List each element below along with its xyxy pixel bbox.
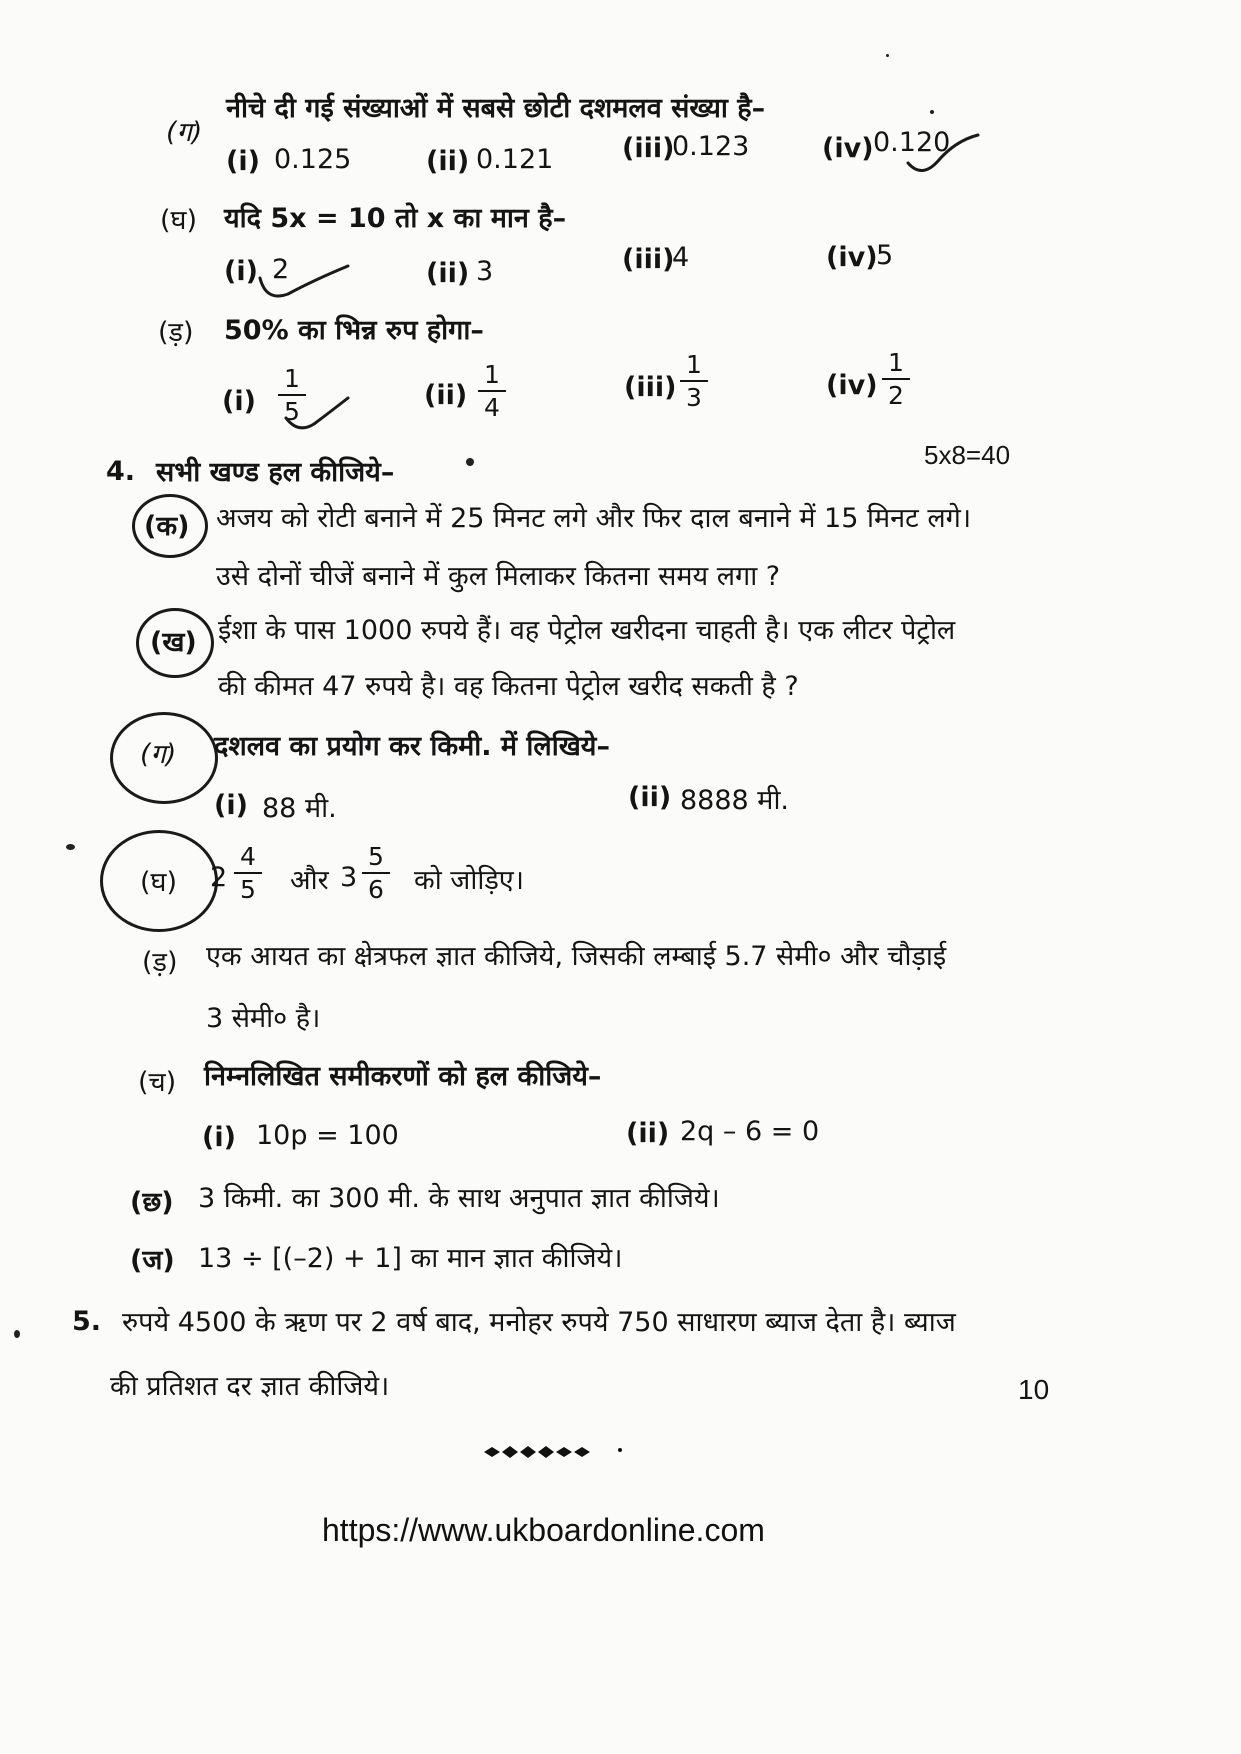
fraction-numerator: 1 [278,366,306,396]
q3-gha-opt4: 5 [876,240,894,271]
q3-gha-opt2: 3 [476,256,494,287]
fraction [478,362,506,420]
q4-cha-opt1: 10p = 100 [256,1120,399,1151]
fraction [362,844,390,902]
q4-gha-whole1: 2 [210,862,228,893]
q3-gha-opt1-label: (i) [224,256,258,287]
footer-url: https://www.ukboardonline.com [322,1512,765,1548]
q4-ga-opt1: 88 मी. [262,793,337,824]
q3-ga-opt2-label: (ii) [426,146,470,177]
q3-gha-opt3: 4 [672,242,690,273]
q4-kha-line1: ईशा के पास 1000 रुपये हैं। वह पेट्रोल खरीदना चाहती है। एक लीटर पेट्रोल [218,615,956,646]
q3-gha-opt1: 2 [272,254,290,285]
q3-gha-label: (घ) [160,205,198,236]
q4-cha-opt2: 2q – 6 = 0 [680,1116,820,1147]
q4-cha-opt2-label: (ii) [626,1118,670,1149]
q3-nga-opt4-label: (iv) [826,370,878,401]
q4-nga-line1: एक आयत का क्षेत्रफल ज्ञात कीजिये, जिसकी लम्बाई 5.7 सेमी० और चौड़ाई [206,941,947,972]
fraction-denominator: 3 [686,383,702,412]
q4-ja-text: 13 ÷ [(–2) + 1] का मान ज्ञात कीजिये। [198,1243,623,1274]
q3-gha-opt3-label: (iii) [622,244,675,275]
q4-heading: सभी खण्ड हल कीजिये– [156,457,395,488]
checkmark-icon [256,258,356,303]
fraction-numerator: 1 [478,362,506,392]
fraction [234,844,262,902]
q4-ga-opt2: 8888 मी. [680,785,790,816]
scan-speck [886,54,889,57]
q3-ga-opt1-label: (i) [226,146,260,177]
scan-speck [930,110,934,114]
q3-nga-opt1-label: (i) [222,386,256,417]
q4-chha-label: (छ) [130,1187,174,1218]
scan-speck [66,844,75,850]
fraction-numerator: 1 [680,352,708,382]
q3-ga-opt4-label: (iv) [822,133,874,164]
q3-ga-label: (ग) [166,117,203,148]
q5-line2: की प्रतिशत दर ज्ञात कीजिये। [110,1371,390,1402]
fraction-denominator: 5 [240,875,256,904]
q4-gha-label: (घ) [140,867,178,898]
fraction-numerator: 5 [362,844,390,874]
q3-ga-opt3-label: (iii) [622,133,675,164]
fraction-denominator: 6 [368,875,384,904]
scan-speck [466,458,474,466]
fraction-denominator: 4 [484,393,500,422]
divider-icon [480,1442,630,1462]
q3-ga-opt4: 0.120 [873,127,951,158]
fraction-denominator: 5 [284,397,300,426]
q3-nga-label: (ड़) [158,317,194,348]
q4-number: 4. [106,456,136,487]
q3-ga-opt3: 0.123 [672,131,750,162]
q4-gha-whole2: 3 [340,862,358,893]
fraction [882,350,910,408]
q4-cha-opt1-label: (i) [202,1122,236,1153]
fraction [680,352,708,410]
q4-kha-line2: की कीमत 47 रुपये है। वह कितना पेट्रोल खरीद सकती है ? [218,671,799,702]
q4-ja-label: (ज) [130,1245,175,1276]
q4-nga-label: (ड़) [142,947,178,978]
q3-nga-text: 50% का भिन्न रुप होगा– [224,315,484,346]
q4-ka-line1: अजय को रोटी बनाने में 25 मिनट लगे और फिर दाल बनाने में 15 मिनट लगे। [216,503,972,534]
q5-number: 5. [72,1306,102,1337]
checkmark-icon [900,125,980,180]
q3-nga-opt2-label: (ii) [424,380,468,411]
q3-ga-opt1: 0.125 [274,144,352,175]
q3-gha-opt2-label: (ii) [426,258,470,289]
q4-ka-line2: उसे दोनों चीजें बनाने में कुल मिलाकर कितना समय लगा ? [216,561,781,592]
q4-cha-label: (च) [138,1067,177,1098]
q3-ga-text: नीचे दी गई संख्याओं में सबसे छोटी दशमलव संख्या है– [226,93,766,124]
q4-marks: 5x8=40 [924,440,1011,470]
fraction-numerator: 1 [882,350,910,380]
checkmark-icon [282,394,352,434]
fraction-numerator: 4 [234,844,262,874]
q4-kha-label: (ख) [150,627,197,658]
q4-ga-opt2-label: (ii) [628,782,672,813]
q3-gha-text: यदि 5x = 10 तो x का मान है– [224,203,567,234]
q4-cha-text: निम्नलिखित समीकरणों को हल कीजिये– [204,1061,602,1092]
scan-speck [14,1330,20,1338]
q4-ga-opt1-label: (i) [214,790,248,821]
fraction-denominator: 2 [888,381,904,410]
q4-ka-label: (क) [144,511,190,542]
q4-ga-label: (ग) [140,739,177,770]
q5-line1: रुपये 4500 के ऋण पर 2 वर्ष बाद, मनोहर रुपये 750 साधारण ब्याज देता है। ब्याज [122,1307,956,1338]
q3-ga-opt2: 0.121 [476,144,554,175]
q5-marks: 10 [1018,1374,1050,1405]
q4-nga-line2: 3 सेमी० है। [206,1003,321,1034]
q4-chha-text: 3 किमी. का 300 मी. के साथ अनुपात ज्ञात कीजिये। [198,1183,720,1214]
q4-gha-tail: को जोड़िए। [414,865,524,896]
q3-nga-opt3-label: (iii) [624,372,677,403]
q4-ga-text: दशलव का प्रयोग कर किमी. में लिखिये– [214,731,610,762]
q3-gha-opt4-label: (iv) [826,242,878,273]
q4-gha-and: और [290,865,329,896]
